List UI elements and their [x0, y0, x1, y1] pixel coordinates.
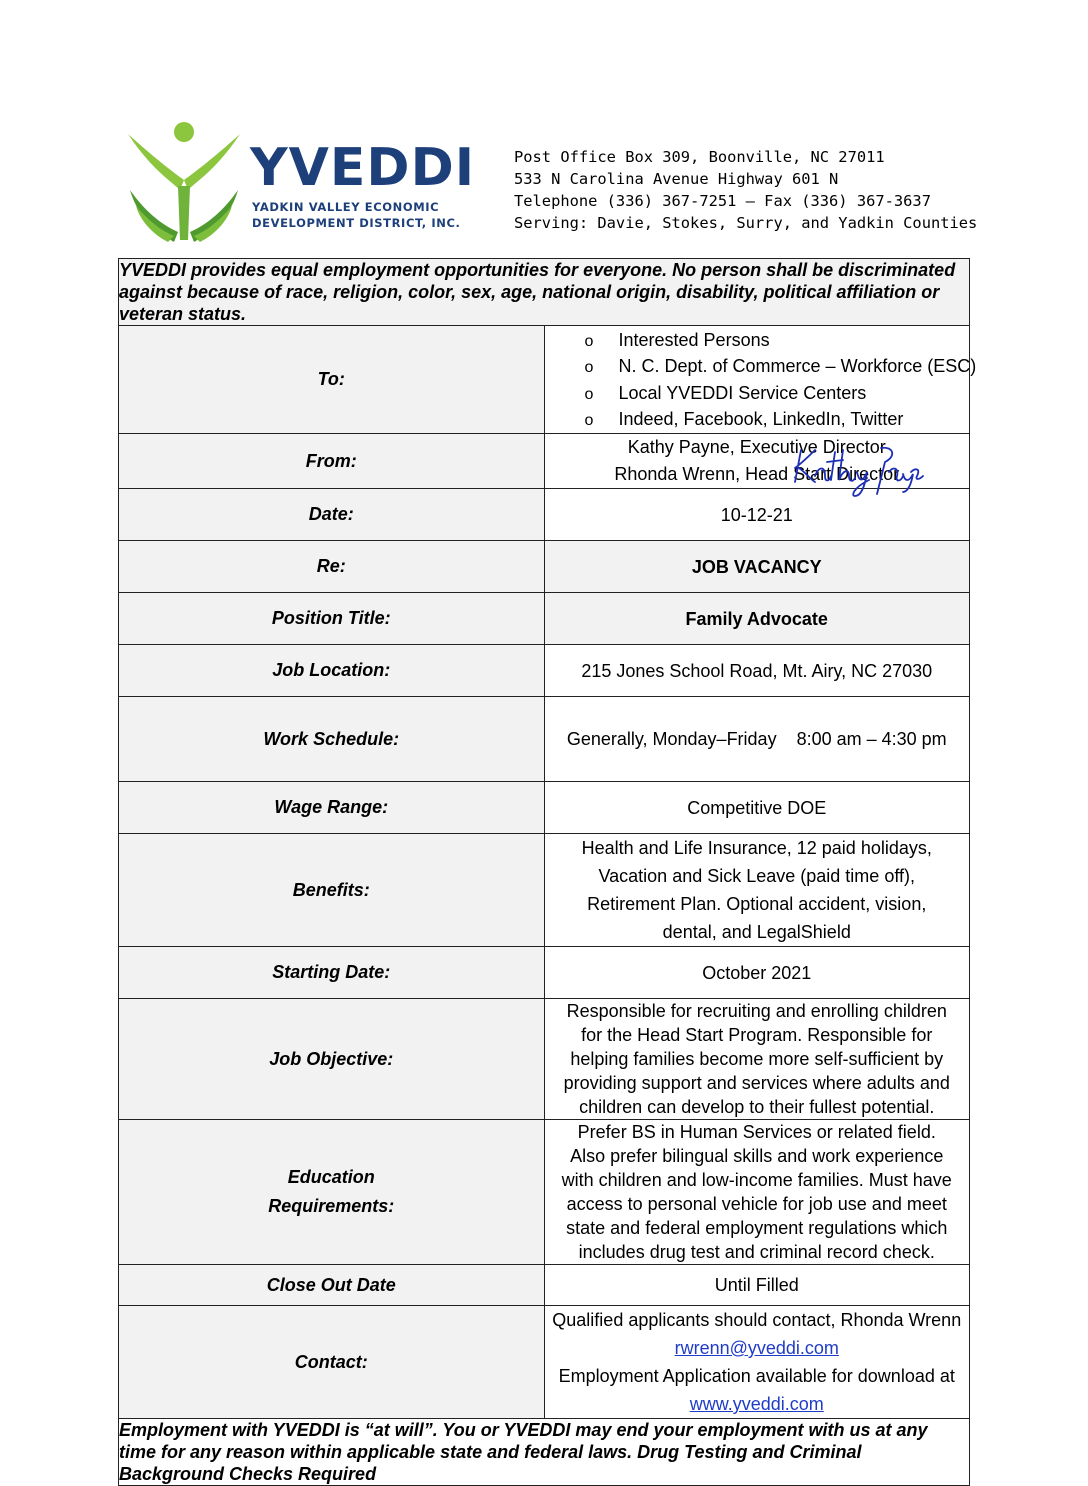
address-line: Telephone (336) 367-7251 – Fax (336) 367-3637 [514, 192, 931, 210]
from-line-2: Rhonda Wrenn, Head Start Director [614, 464, 900, 484]
job-location-label: Job Location: [119, 645, 545, 697]
recipient: Indeed, Facebook, LinkedIn, Twitter [618, 409, 904, 429]
position-title-label: Position Title: [119, 593, 545, 645]
to-label: To: [119, 326, 545, 434]
starting-date-value: October 2021 [544, 947, 970, 999]
work-schedule-value: Generally, Monday–Friday 8:00 am – 4:30 pm [544, 697, 970, 782]
starting-date-label: Starting Date: [119, 947, 545, 999]
website-link[interactable]: www.yveddi.com [689, 1394, 824, 1414]
address-line: Post Office Box 309, Boonville, NC 27011 [514, 148, 885, 166]
recipient: N. C. Dept. of Commerce – Workforce (ESC) [618, 356, 977, 376]
close-out-date-value: Until Filled [544, 1265, 970, 1306]
address-line: 533 N Carolina Avenue Highway 601 N [514, 170, 839, 188]
work-schedule-label: Work Schedule: [119, 697, 545, 782]
logo-figure-icon [122, 120, 248, 244]
from-line-1: Kathy Payne, Executive Director [627, 437, 886, 457]
from-value [544, 434, 970, 489]
bullet-icon: o [584, 359, 594, 376]
address-block [514, 146, 977, 234]
at-will-statement: Employment with YVEDDI is “at will”. You or YVEDDI may end your employment with us at any time for any reason within applicable state and federal laws. Drug Testing and Criminal Background Checks Required [119, 1419, 970, 1486]
signature-image [785, 442, 925, 498]
benefits-value: Health and Life Insurance, 12 paid holidays, Vacation and Sick Leave (paid time off), Retirement Plan. Optional accident, vision, dental, and LegalShield [544, 834, 970, 947]
list-item [585, 380, 970, 407]
job-location-value: 215 Jones School Road, Mt. Airy, NC 27030 [544, 645, 970, 697]
bullet-icon: o [584, 385, 594, 403]
wage-range-label: Wage Range: [119, 782, 545, 834]
logo-subtitle-2: DEVELOPMENT DISTRICT, INC. [252, 216, 461, 230]
re-value: JOB VACANCY [544, 541, 970, 593]
contact-text: Employment Application available for download at [558, 1366, 955, 1386]
date-value: 10-12-21 [544, 489, 970, 541]
logo-subtitle-1: YADKIN VALLEY ECONOMIC [252, 200, 440, 214]
contact-text: Qualified applicants should contact, Rhonda Wrenn [552, 1310, 962, 1330]
contact-line-1 [545, 1306, 970, 1362]
education-value: Prefer BS in Human Services or related field. Also prefer bilingual skills and work experience with children and low-income families. Must have access to personal vehicle for job use and meet state and federal employment regulations which includes drug test and criminal record check. [544, 1120, 970, 1265]
wage-range-value: Competitive DOE [544, 782, 970, 834]
logo-wordmark: YVEDDI [250, 138, 476, 198]
list-item [585, 406, 970, 433]
address-line: Serving: Davie, Stokes, Surry, and Yadkin Counties [514, 214, 978, 232]
contact-value [544, 1306, 970, 1419]
position-title-value: Family Advocate [544, 593, 970, 645]
recipient-list [545, 327, 977, 433]
equal-opportunity-statement: YVEDDI provides equal employment opportunities for everyone. No person shall be discriminated against because of race, religion, color, sex, age, national origin, disability, political affiliation or veteran status. [119, 259, 970, 326]
contact-line-2 [545, 1362, 970, 1418]
list-item [585, 327, 970, 354]
job-objective-value: Responsible for recruiting and enrolling children for the Head Start Program. Responsible for helping families become more self-sufficient by providing support and services where adults and children can develop to their fullest potential. [544, 999, 970, 1120]
bullet-icon: o [584, 332, 594, 350]
re-label: Re: [119, 541, 545, 593]
list-item [584, 353, 977, 380]
recipient: Interested Persons [618, 329, 770, 350]
yveddi-logo [122, 120, 476, 244]
to-value [544, 326, 977, 434]
email-link[interactable]: rwrenn@yveddi.com [674, 1338, 839, 1358]
from-label: From: [119, 434, 545, 489]
contact-label: Contact: [119, 1306, 545, 1419]
education-label [119, 1120, 545, 1265]
job-objective-label: Job Objective: [119, 999, 545, 1120]
date-label: Date: [119, 489, 545, 541]
education-label-line-2: Requirements: [268, 1196, 395, 1216]
job-vacancy-table [118, 258, 977, 1486]
close-out-date-label: Close Out Date [119, 1265, 545, 1306]
bullet-icon: o [584, 412, 594, 429]
benefits-label: Benefits: [119, 834, 545, 947]
education-label-line-1: Education [287, 1167, 375, 1187]
recipient: Local YVEDDI Service Centers [618, 382, 867, 403]
